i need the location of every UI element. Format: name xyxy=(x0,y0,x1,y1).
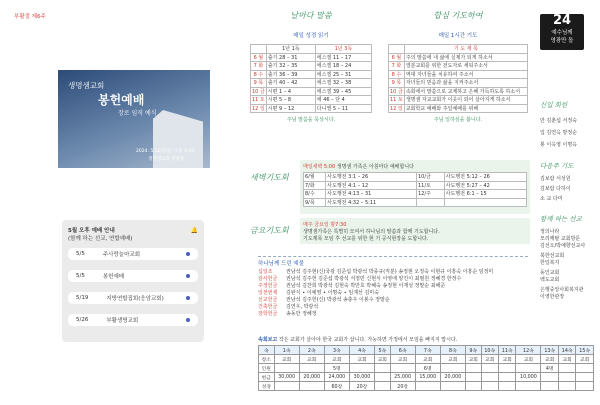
list-item: 5/19 지방연합집회(응암교회) xyxy=(68,292,198,304)
friday-prayer-box: 매주 금요일 밤7:30 생명샘가족은 특별히 모여서 하나님의 말씀과 함께 기도합니다. 기도제목 모임 후 선교를 위한 현 기 공식현장을 도합니다. xyxy=(300,218,530,244)
cell-group-report: 속회보고 작은 교회가 살아야 한국 교회가 삽니다. 가능하면 가정에서 모임을 빠지지 맙시다. 속 1속 2속 3속 4속 5속 6속 7속 8속 9속 10속 11속 12속 13속 14속 15속 장소 교회 교회 교회 교회 교회 교회 교회 교회 교회 교회 교회 교회 교회 교회 교회 인원 5명 6명 4명 헌금 30,000 20,000 24,000 30,000 25,000 15,000 20,000 10,000 성경 60장 20장 20장 xyxy=(258,336,594,391)
dawn-prayer-box: 매일새벽 5:00 생명샘 가족은 아침마다 예배합니다 6/월 사도행전 3:1 – 26 10/금 사도행전 5:12 – 26 7/화 사도행전 4:1 – 12 11/토 사도행전 5:27 – 42 8/수 사도행전 4:13 – 31 12/주 사도행전 6:1 – 15 9/목 사도행전 4:32 – 5:11 xyxy=(300,160,530,214)
dedication-poster: 생명샘교회 봉헌예배 장로 임직 예식 2024. 5.12(주일) 오후 4:00 생명샘교회 생명홀 xyxy=(58,70,210,168)
daily-bible-section: 날마다 말씀 매일 성경 읽기 1년 1독 1년 3독 6 월 출기 28 – 31 에스겔 11 – 17 7 화 출기 32 – 35 에스겔 18 – 24 8 수 출기 36 – 39 에스겔 25 – 31 9 목 출기 40 – 42 에스겔 32 – 38 10 금 시편 1 – 4 에스겔 39 – 45 11 토 시편 5 – 8 에 46 – 단 4 12 일 시편 9 – 12 다니엘 5 – 11 주님 말씀을 묵상시다. xyxy=(250,10,372,123)
list-item: 5/5 주사랑늘마교회 xyxy=(68,248,198,260)
prayer-topics-section: 합심 기도하여 매일 1시간 기도 기 도 제 목 6 월 주의 말씀에 내 삶에 실제가 되게 하소서 7 화 열분교회를 위한 전도자로 세워주소서 8 수 역대 자녀들을 치유하여 주소서 9 목 자녀들의 믿음과 삶을 지켜주소서 10 금 속회에서 말씀으로 교제하고 은혜 가득하도록 하소서 11 토 생명샘 자교교회가 이웃이 되어 살아지게 하소서 12 일 교회학교 예배와 주일예배를 위해 주님 일하심을 봅니다. xyxy=(388,10,528,123)
church-logo: 24 예수님께 영광만 돌 xyxy=(540,14,584,50)
bell-icon: 🔔 xyxy=(190,227,198,234)
dawn-prayer-title: 새벽기도회 xyxy=(250,173,289,182)
offering-list: 하나님께 드린 예물 십일조 권남석 김주현(신)국광 김준섭 박광석 박종규(직분) 송정현 오정숙 이현규 이흥숙 이흥순 임정미 감사헌금 권남석 김주헌 김준섭 박광석 서정민 신현식 이영애 양진이 최필원 정혜경 한정수 주정헌금 권남석 김찬희 박광석 김현숙 박만호 박혜숙 송정현 이재성 정말순 최해준 일천번제 김완식 ∙ 이예영 ∙ 이명숙 ∙ 임재선 김미숙 선교헌금 권남석 김주헌(신) 박광석 송충우 이봉수 정말순 건축헌금 김연우, 박광석 장학헌금 송동만 정혜정 xyxy=(258,256,528,322)
list-item: 5/26 부활생명교회 xyxy=(68,314,198,326)
evening-worship-notice: 5월 오후 예배 안내 (함께 하는 선교, 연합예배) 🔔 5/5 주사랑늘마교회 5/5 봉헌예배 5/19 지방연합집회(응암교회) 5/26 부활생명교회 xyxy=(62,220,204,342)
week-tag: 부활절 제6주 xyxy=(14,14,46,20)
friday-prayer-title: 금요기도회 xyxy=(250,226,289,235)
right-column: 신입 회원 만 김춘섭 서정숙 입 김연옥 방정순 봉 이옥영 이명옥 다음주 기도 김보람 서성원 김보람 다하이 소 교 다미 함께 하는 선교 정의나라 모리께탈 교회방문 김선오/박예향선교사 북한선교회 한일복지 동인교회 백도교회 은행중앙사회복지관 이영한관장 xyxy=(540,101,586,300)
list-item: 5/5 봉헌예배 xyxy=(68,270,198,282)
